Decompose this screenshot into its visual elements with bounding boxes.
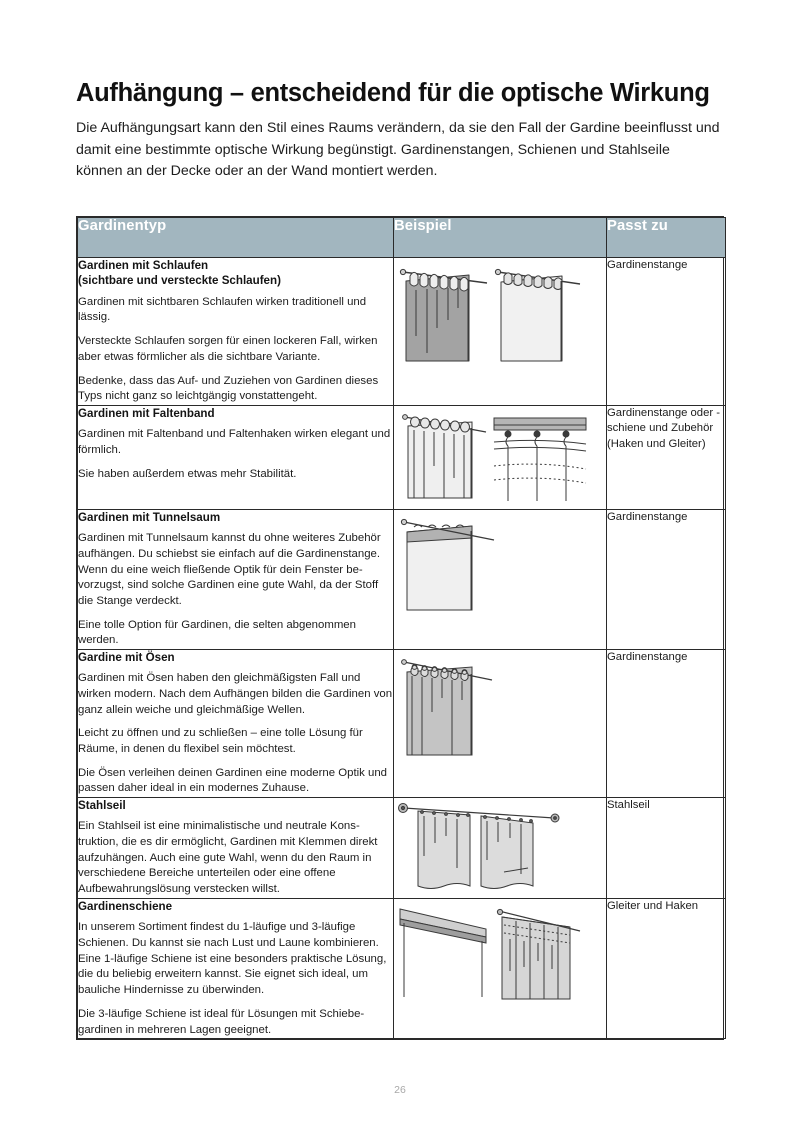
fits-text: Gleiter und Haken [607, 900, 699, 913]
curtain-hanging-table [76, 216, 724, 1040]
cell-type [78, 258, 394, 406]
cell-fits [607, 258, 726, 406]
row-paragraph: Die Ösen verleihen deinen Gardinen eine moderne Optik und passen daher ideal in ein modernes Zuhause. [78, 766, 388, 795]
cell-example [394, 899, 607, 1039]
row-paragraph: Leicht zu öffnen und zu schließen – eine tolle Lösung für Räume, in denen du flexibel sein möchtest. [78, 727, 363, 756]
pleated-curtain-illustration [394, 406, 592, 509]
curtain-track-illustration [394, 899, 592, 1029]
cell-fits [607, 405, 726, 509]
cell-type [78, 798, 394, 899]
cell-type [78, 899, 394, 1039]
row-paragraph: Gardinen mit sichtbaren Schlaufen wirken traditionell und lässig. [78, 295, 367, 324]
fits-text: Gardinenstange [607, 259, 688, 271]
page-title: Aufhängung – entscheidend für die optische Wirkung [76, 79, 710, 108]
eyelet-curtain-illustration [394, 650, 592, 778]
cell-example [394, 798, 607, 899]
row-title: Gardinen mit Faltenband [78, 406, 215, 420]
row-paragraph: Gardinen mit Faltenband und Faltenhaken wirken elegant und förmlich. [78, 428, 391, 456]
fits-text: Gardinenstange [607, 510, 688, 523]
row-paragraph: Ein Stahlseil ist eine minimalistische und neutrale Kons-truktion, die es dir ermöglicht, Gardinen mit Klemmen direkt aufzuhängen. Auch eine gute Wahl, wenn du den Raum in verschiedene Bereiche unterteilen oder eine offene Aufbewahrungslösung verstecken willst. [78, 820, 378, 896]
cell-type [78, 509, 394, 649]
table-row [78, 899, 726, 1039]
cell-example [394, 649, 607, 797]
table-row [78, 649, 726, 797]
table-header-row [78, 218, 726, 258]
fits-text: Gardinenstange [607, 650, 688, 663]
column-header-beispiel: Beispiel [394, 218, 607, 258]
row-paragraph: Die 3-läufige Schiene ist ideal für Lösungen mit Schiebe-gardinen in mehreren Lagen geeignet. [78, 1007, 365, 1036]
cell-example [394, 258, 607, 406]
cell-type [78, 405, 394, 509]
row-title: Stahlseil [78, 799, 126, 813]
fits-text: Gardinenstange oder -schiene und Zubehör (Haken und Gleiter) [607, 406, 721, 450]
wire-suspended-curtain-illustration [394, 798, 592, 898]
cell-example [394, 405, 607, 509]
row-title: Gardinenschiene [78, 900, 173, 914]
intro-paragraph: Die Aufhängungsart kann den Stil eines Raums verändern, da sie den Fall der Gardine beeinflusst und damit eine bestimmte optische Wirkung begünstigt. Gardinenstangen, Schienen und Stahlseile können an der Decke oder an der Wand montiert werden. [76, 120, 720, 180]
row-paragraph: Bedenke, dass das Auf- und Zuziehen von Gardinen dieses Typs nicht ganz so leichtgängig vonstattengeht. [78, 374, 379, 403]
tab-top-curtains-illustration [394, 258, 592, 386]
row-title-line2: (sichtbare und versteckte Schlaufen) [78, 274, 281, 288]
column-header-gardinentyp: Gardinentyp [78, 218, 394, 258]
table-row [78, 405, 726, 509]
page-number: 26 [394, 1084, 406, 1096]
table-row [78, 258, 726, 406]
fits-text: Stahlseil [607, 799, 650, 812]
row-title: Gardinen mit Tunnelsaum [78, 510, 221, 524]
row-title-line1: Gardinen mit Schlaufen [78, 259, 209, 272]
row-paragraph: Gardinen mit Ösen haben den gleichmäßigsten Fall und wirken modern. Nach dem Aufhängen bilden die Gardinen von ganz allein weiche und gleichmäßige Wellen. [78, 672, 393, 716]
row-paragraph: Gardinen mit Tunnelsaum kannst du ohne weiteres Zubehör aufhängen. Du schiebst sie einfach auf die Gardinenstange. Wenn du eine weich fließende Optik für dein Fenster be-vorzugst, sind solche Gardinen eine gute Wahl, da der Stoff die Stange verdeckt. [78, 532, 381, 607]
cell-fits [607, 899, 726, 1039]
row-paragraph: In unserem Sortiment findest du 1-läufige und 3-läufige Schienen. Du kannst sie nach Lust und Laune kombinieren. Eine 1-läufige Schiene ist eine besonders praktische Lösung, die du beliebig erweitern kannst. Sie eignet sich ideal, um bauliche Hindernisse zu überwinden. [78, 921, 387, 997]
table-row [78, 509, 726, 649]
column-header-passt-zu: Passt zu [607, 218, 726, 258]
cell-fits [607, 649, 726, 797]
row-title [78, 258, 393, 289]
row-paragraph: Sie haben außerdem etwas mehr Stabilität. [78, 467, 297, 480]
cell-type [78, 649, 394, 797]
row-title: Gardine mit Ösen [78, 650, 175, 664]
cell-fits [607, 509, 726, 649]
cell-example [394, 509, 607, 649]
table-row [78, 798, 726, 899]
rod-pocket-curtain-illustration [394, 510, 592, 630]
cell-fits [607, 798, 726, 899]
row-paragraph: Versteckte Schlaufen sorgen für einen lockeren Fall, wirken aber etwas förmlicher als die sichtbare Variante. [78, 335, 378, 363]
row-paragraph: Eine tolle Option für Gardinen, die selten abgenommen werden. [78, 618, 356, 647]
